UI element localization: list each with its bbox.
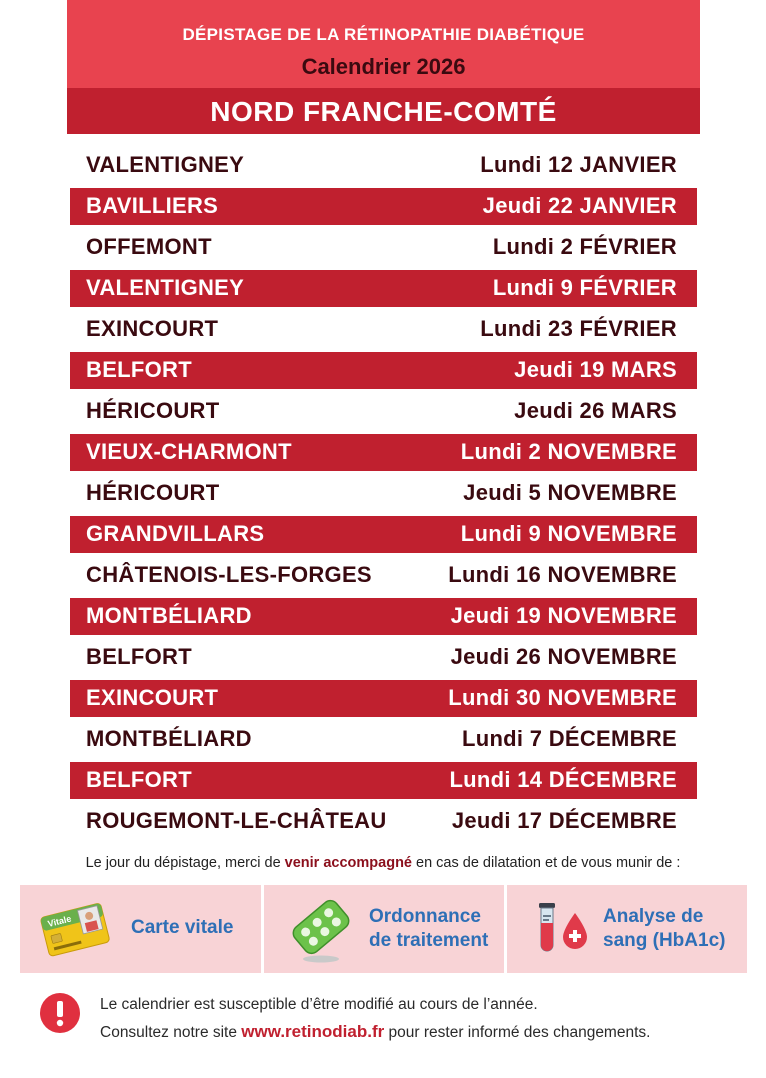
schedule-city: MONTBÉLIARD [86, 726, 252, 751]
notice-emphasis: venir accompagné [284, 855, 412, 871]
health-card-icon [38, 897, 118, 966]
schedule-row [70, 803, 697, 840]
schedule-date: Lundi 9 NOVEMBRE [460, 521, 677, 546]
prescription-label: Ordonnance de traitement [369, 906, 489, 951]
schedule-city: VALENTIGNEY [86, 152, 245, 177]
schedule-date: Jeudi 5 NOVEMBRE [463, 480, 677, 505]
schedule-city: BELFORT [86, 644, 192, 669]
schedule-date: Jeudi 26 MARS [514, 398, 677, 423]
schedule-row [70, 270, 697, 307]
requirement-blood [507, 885, 747, 973]
schedule-date: Jeudi 17 DÉCEMBRE [451, 808, 677, 833]
notice-text: Le jour du dépistage, merci de venir accompagné en cas de dilatation et de vous munir de : [85, 855, 681, 871]
schedule-city: VIEUX-CHARMONT [86, 439, 292, 464]
schedule-city: CHÂTENOIS-LES-FORGES [86, 562, 372, 587]
schedule-row [70, 188, 697, 225]
schedule-city: GRANDVILLARS [86, 521, 265, 546]
schedule-list [70, 147, 697, 844]
schedule-city: EXINCOURT [86, 685, 219, 710]
header-banner [67, 0, 700, 134]
schedule-city: OFFEMONT [86, 234, 212, 259]
header-region: NORD FRANCHE-COMTÉ [210, 96, 557, 127]
schedule-city: HÉRICOURT [86, 480, 220, 505]
footer-note [100, 991, 650, 1046]
website-link[interactable]: www.retinodiab.fr [241, 1022, 385, 1041]
blood-label: Analyse de sang (HbA1c) [603, 906, 726, 951]
warning-icon [40, 993, 80, 1033]
schedule-city: EXINCOURT [86, 316, 219, 341]
schedule-city: MONTBÉLIARD [86, 603, 252, 628]
schedule-city: BELFORT [86, 357, 192, 382]
pill-blister-icon [286, 895, 356, 970]
schedule-city: BELFORT [86, 767, 192, 792]
schedule-row [70, 639, 697, 676]
schedule-date: Jeudi 19 NOVEMBRE [450, 603, 677, 628]
schedule-city: ROUGEMONT-LE-CHÂTEAU [86, 808, 387, 833]
footer-line2: Consultez notre site www.retinodiab.fr pour rester informé des changements. [100, 1022, 651, 1041]
schedule-row [70, 680, 697, 717]
schedule-date: Lundi 7 DÉCEMBRE [461, 726, 677, 751]
schedule-date: Lundi 16 NOVEMBRE [448, 562, 677, 587]
schedule-row [70, 352, 697, 389]
header-title: DÉPISTAGE DE LA RÉTINOPATHIE DIABÉTIQUE [182, 25, 585, 44]
schedule-date: Jeudi 22 JANVIER [482, 193, 677, 218]
schedule-date: Lundi 12 JANVIER [480, 152, 677, 177]
schedule-date: Lundi 9 FÉVRIER [492, 275, 677, 300]
footer-line1: Le calendrier est susceptible d’être modifié au cours de l’année. [100, 996, 538, 1013]
schedule-row [70, 557, 697, 594]
schedule-row [70, 311, 697, 348]
schedule-row [70, 229, 697, 266]
schedule-row [70, 434, 697, 471]
schedule-city: VALENTIGNEY [86, 275, 245, 300]
schedule-date: Lundi 14 DÉCEMBRE [449, 767, 677, 792]
schedule-date: Lundi 30 NOVEMBRE [448, 685, 677, 710]
card-label: Carte vitale [131, 917, 234, 938]
schedule-date: Jeudi 26 NOVEMBRE [450, 644, 677, 669]
blood-test-icon [535, 899, 595, 964]
schedule-row [70, 598, 697, 635]
schedule-row [70, 762, 697, 799]
schedule-row [70, 393, 697, 430]
schedule-date: Jeudi 19 MARS [514, 357, 677, 382]
schedule-row [70, 147, 697, 184]
requirement-prescription [264, 885, 504, 973]
schedule-row [70, 475, 697, 512]
schedule-city: HÉRICOURT [86, 398, 220, 423]
schedule-row [70, 516, 697, 553]
svg-text:Vitale: Vitale [46, 913, 73, 929]
schedule-row [70, 721, 697, 758]
schedule-date: Lundi 23 FÉVRIER [480, 316, 677, 341]
schedule-date: Lundi 2 FÉVRIER [492, 234, 677, 259]
schedule-city: BAVILLIERS [86, 193, 219, 218]
schedule-date: Lundi 2 NOVEMBRE [460, 439, 677, 464]
requirements-panel [20, 885, 747, 973]
header-subtitle: Calendrier 2026 [301, 54, 466, 79]
requirement-card [20, 885, 261, 973]
